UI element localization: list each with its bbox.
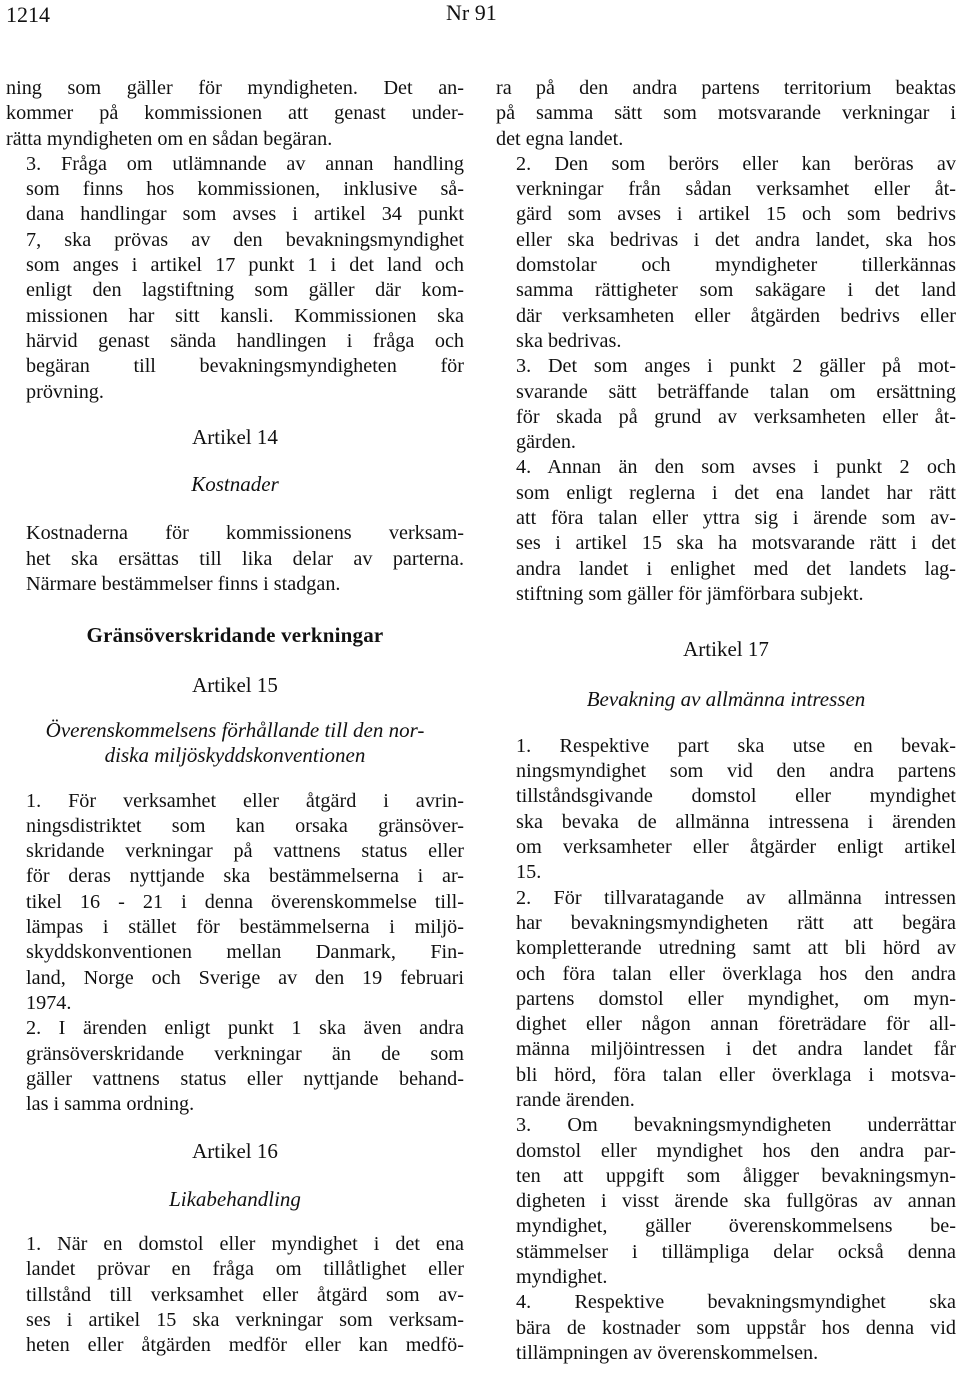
text-line: dighet eller någon annan företrädare för all- [516,1013,956,1036]
text-line: ses i artikel 15 ska ha motsvarande rätt i det [516,532,956,555]
text-line: gäller vattnens status eller nyttjande behand- [26,1067,464,1090]
article-14-subtitle: Kostnader [191,472,279,497]
text-line: och föra talan eller överklaga hos den andra [516,962,956,985]
text-line: gränsöverskridande verkningar än de som [26,1042,464,1065]
text-line: Närmare bestämmelser finns i stadgan. [26,573,341,596]
paragraph [496,1290,956,1366]
text-line: partens domstol eller myndighet, om myn- [516,987,956,1010]
text-line: eller ska bedrivas i det andra landet, ska hos [516,228,956,251]
paragraph [6,1232,464,1358]
paragraph [496,354,956,455]
text-line: 1974. [26,991,72,1014]
text-line: kompletterande utredning samt att bli hörd av [516,937,956,960]
text-line: 2. Den som berörs eller kan beröras av [516,152,956,175]
text-line: myndighet, gäller överenskommelsens be- [516,1215,956,1238]
text-line: stiftning som gäller för jämförbara subjekt. [516,582,864,605]
article-16-subtitle: Likabehandling [169,1186,301,1211]
text-line: ra på den andra partens territorium beaktas [496,77,956,99]
text-line: rande ärenden. [516,1088,635,1111]
right-column [496,76,956,1366]
text-line: 4. Respektive bevakningsmyndighet ska [516,1291,956,1314]
text-line: det egna landet. [496,127,624,150]
text-line: enligt den lagstiftning som gäller där kom- [26,279,464,302]
page-header [0,0,960,40]
text-line: för skada på grund av verksamheten eller åt- [516,405,956,428]
text-line: gärd som avses i artikel 15 och som bedrivs [516,203,956,226]
text-line: 1. För verksamhet eller åtgärd i avrin- [26,789,464,812]
text-line: prövning. [26,380,104,403]
text-line: härvid genast sända handlingen i fråga och [26,329,464,352]
article-15-subtitle [6,718,464,769]
text-line: där verksamheten eller åtgärden bedrivs eller [516,304,956,327]
paragraph [496,76,956,152]
paragraph [496,455,956,607]
text-line: Kostnaderna för kommissionens verksam- [26,522,464,545]
text-line: 2. För tillvaratagande av allmänna intressen [516,886,956,909]
text-line: ska bevaka de allmänna intressena i ärenden [516,810,956,833]
text-line: som finns hos kommissionen, inklusive så- [26,178,464,201]
text-line: skridande verkningar på vattnens status eller [26,840,464,863]
journal-number: Nr 91 [446,0,497,25]
article-17-title: Artikel 17 [683,637,769,662]
text-line: 3. Om bevakningsmyndigheten underrättar [516,1114,956,1137]
section-heading: Gränsöverskridande verkningar [86,623,384,648]
text-line: 3. Det som anges i punkt 2 gäller på mot- [516,355,956,378]
text-line: som enligt reglerna i det ena landet har rätt [516,481,956,504]
text-line: ska bedrivas. [516,329,622,352]
text-line: skyddskonventionen mellan Danmark, Fin- [26,941,464,964]
subtitle-line: diska miljöskyddskonventionen [104,743,366,768]
text-line: som anges i artikel 17 punkt 1 i det land och [26,254,464,277]
text-line: stämmelser i tillämpliga delar också denna [516,1240,956,1263]
article-15-title: Artikel 15 [192,672,278,697]
paragraph [6,76,464,152]
text-line: för deras nyttjande ska bestämmelserna i ar- [26,865,464,888]
text-line: begäran till bevakningsmyndigheten för [26,355,464,378]
text-line: 7, ska prövas av den bevakningsmyndighet [26,228,464,251]
paragraph [6,521,464,597]
paragraph [6,1016,464,1117]
text-line: andra landet i enlighet med det landets lag- [516,557,956,580]
paragraph [496,152,956,354]
paragraph [496,1113,956,1290]
text-line: landet prövar en fråga om tillåtlighet eller [26,1258,464,1281]
text-line: las i samma ordning. [26,1093,195,1116]
text-line: domstolar och myndigheter tillerkännas [516,254,956,277]
text-line: myndighet. [516,1266,608,1289]
paragraph [496,734,956,886]
text-line: dana handlingar som avses i artikel 34 punkt [26,203,464,226]
paragraph [496,886,956,1114]
text-line: har bevakningsmyndigheten rätt att begära [516,911,956,934]
text-line: gärden. [516,431,576,454]
paragraph [6,152,464,405]
text-line: land, Norge och Sverige av den 19 februari [26,966,464,989]
text-line: på samma sätt som motsvarande verkningar i [496,102,956,125]
text-line: tikel 16 - 21 i denna överenskommelse till- [26,890,464,913]
text-line: bli hörd, föra talan eller överklaga i motsva- [516,1063,956,1086]
text-line: 1. Respektive part ska utse en bevak- [516,734,956,757]
text-line: ses i artikel 15 ska verkningar som verksam- [26,1308,464,1331]
left-column [6,76,464,1358]
text-line: 1. När en domstol eller myndighet i det ena [26,1232,464,1255]
text-line: domstol eller myndighet hos den andra par- [516,1139,956,1162]
subtitle-line: Överenskommelsens förhållande till den nor- [45,717,425,742]
article-17-subtitle: Bevakning av allmänna intressen [586,686,866,711]
text-line: tillstånd till verksamhet eller åtgärd som av- [26,1283,464,1306]
article-16-title: Artikel 16 [192,1139,278,1164]
text-line: heten eller åtgärden medför eller kan medfö- [26,1334,464,1357]
text-line: kommer på kommissionen att genast under- [6,102,464,125]
page-number: 1214 [6,2,50,27]
text-line: rätta myndigheten om en sådan begäran. [6,127,333,150]
text-line: om verksamheter eller åtgärder enligt artikel [516,836,956,859]
text-line: 4. Annan än den som avses i punkt 2 och [516,456,956,479]
text-line: ningsmyndighet som vid den andra partens [516,760,956,783]
text-line: 15. [516,861,542,884]
text-line: digheten i visst ärende ska fullgöras av annan [516,1190,956,1213]
text-line: samma rättigheter som sakägare i det land [516,279,956,302]
text-line: 2. I ärenden enligt punkt 1 ska även andra [26,1017,464,1040]
text-line: ningsdistriktet som kan orsaka gränsöver- [26,814,464,837]
article-14-title: Artikel 14 [192,424,278,449]
text-line: svarande sätt beträffande talan om ersättning [516,380,956,403]
text-line: bära de kostnader som uppstår hos denna vid [516,1316,956,1339]
text-line: ten att uppgift som åligger bevakningsmyn- [516,1164,956,1187]
paragraph [6,789,464,1017]
text-line: 3. Fråga om utlämnande av annan handling [26,152,464,175]
text-line: tillämpningen av överenskommelsen. [516,1341,819,1364]
text-line: tillståndsgivande domstol eller myndighet [516,785,956,808]
text-line: het ska ersättas till lika delar av parterna. [26,547,464,570]
text-line: verkningar från sådan verksamhet eller åt- [516,178,956,201]
text-line: att föra talan eller yttra sig i ärende som av- [516,507,956,530]
text-line: männa miljöintressen i det andra landet får [516,1038,956,1061]
text-line: ning som gäller för myndigheten. Det an- [6,77,464,99]
text-line: lämpas i stället för bestämmelserna i miljö- [26,916,464,939]
text-line: missionen har sitt kansli. Kommissionen ska [26,304,464,327]
